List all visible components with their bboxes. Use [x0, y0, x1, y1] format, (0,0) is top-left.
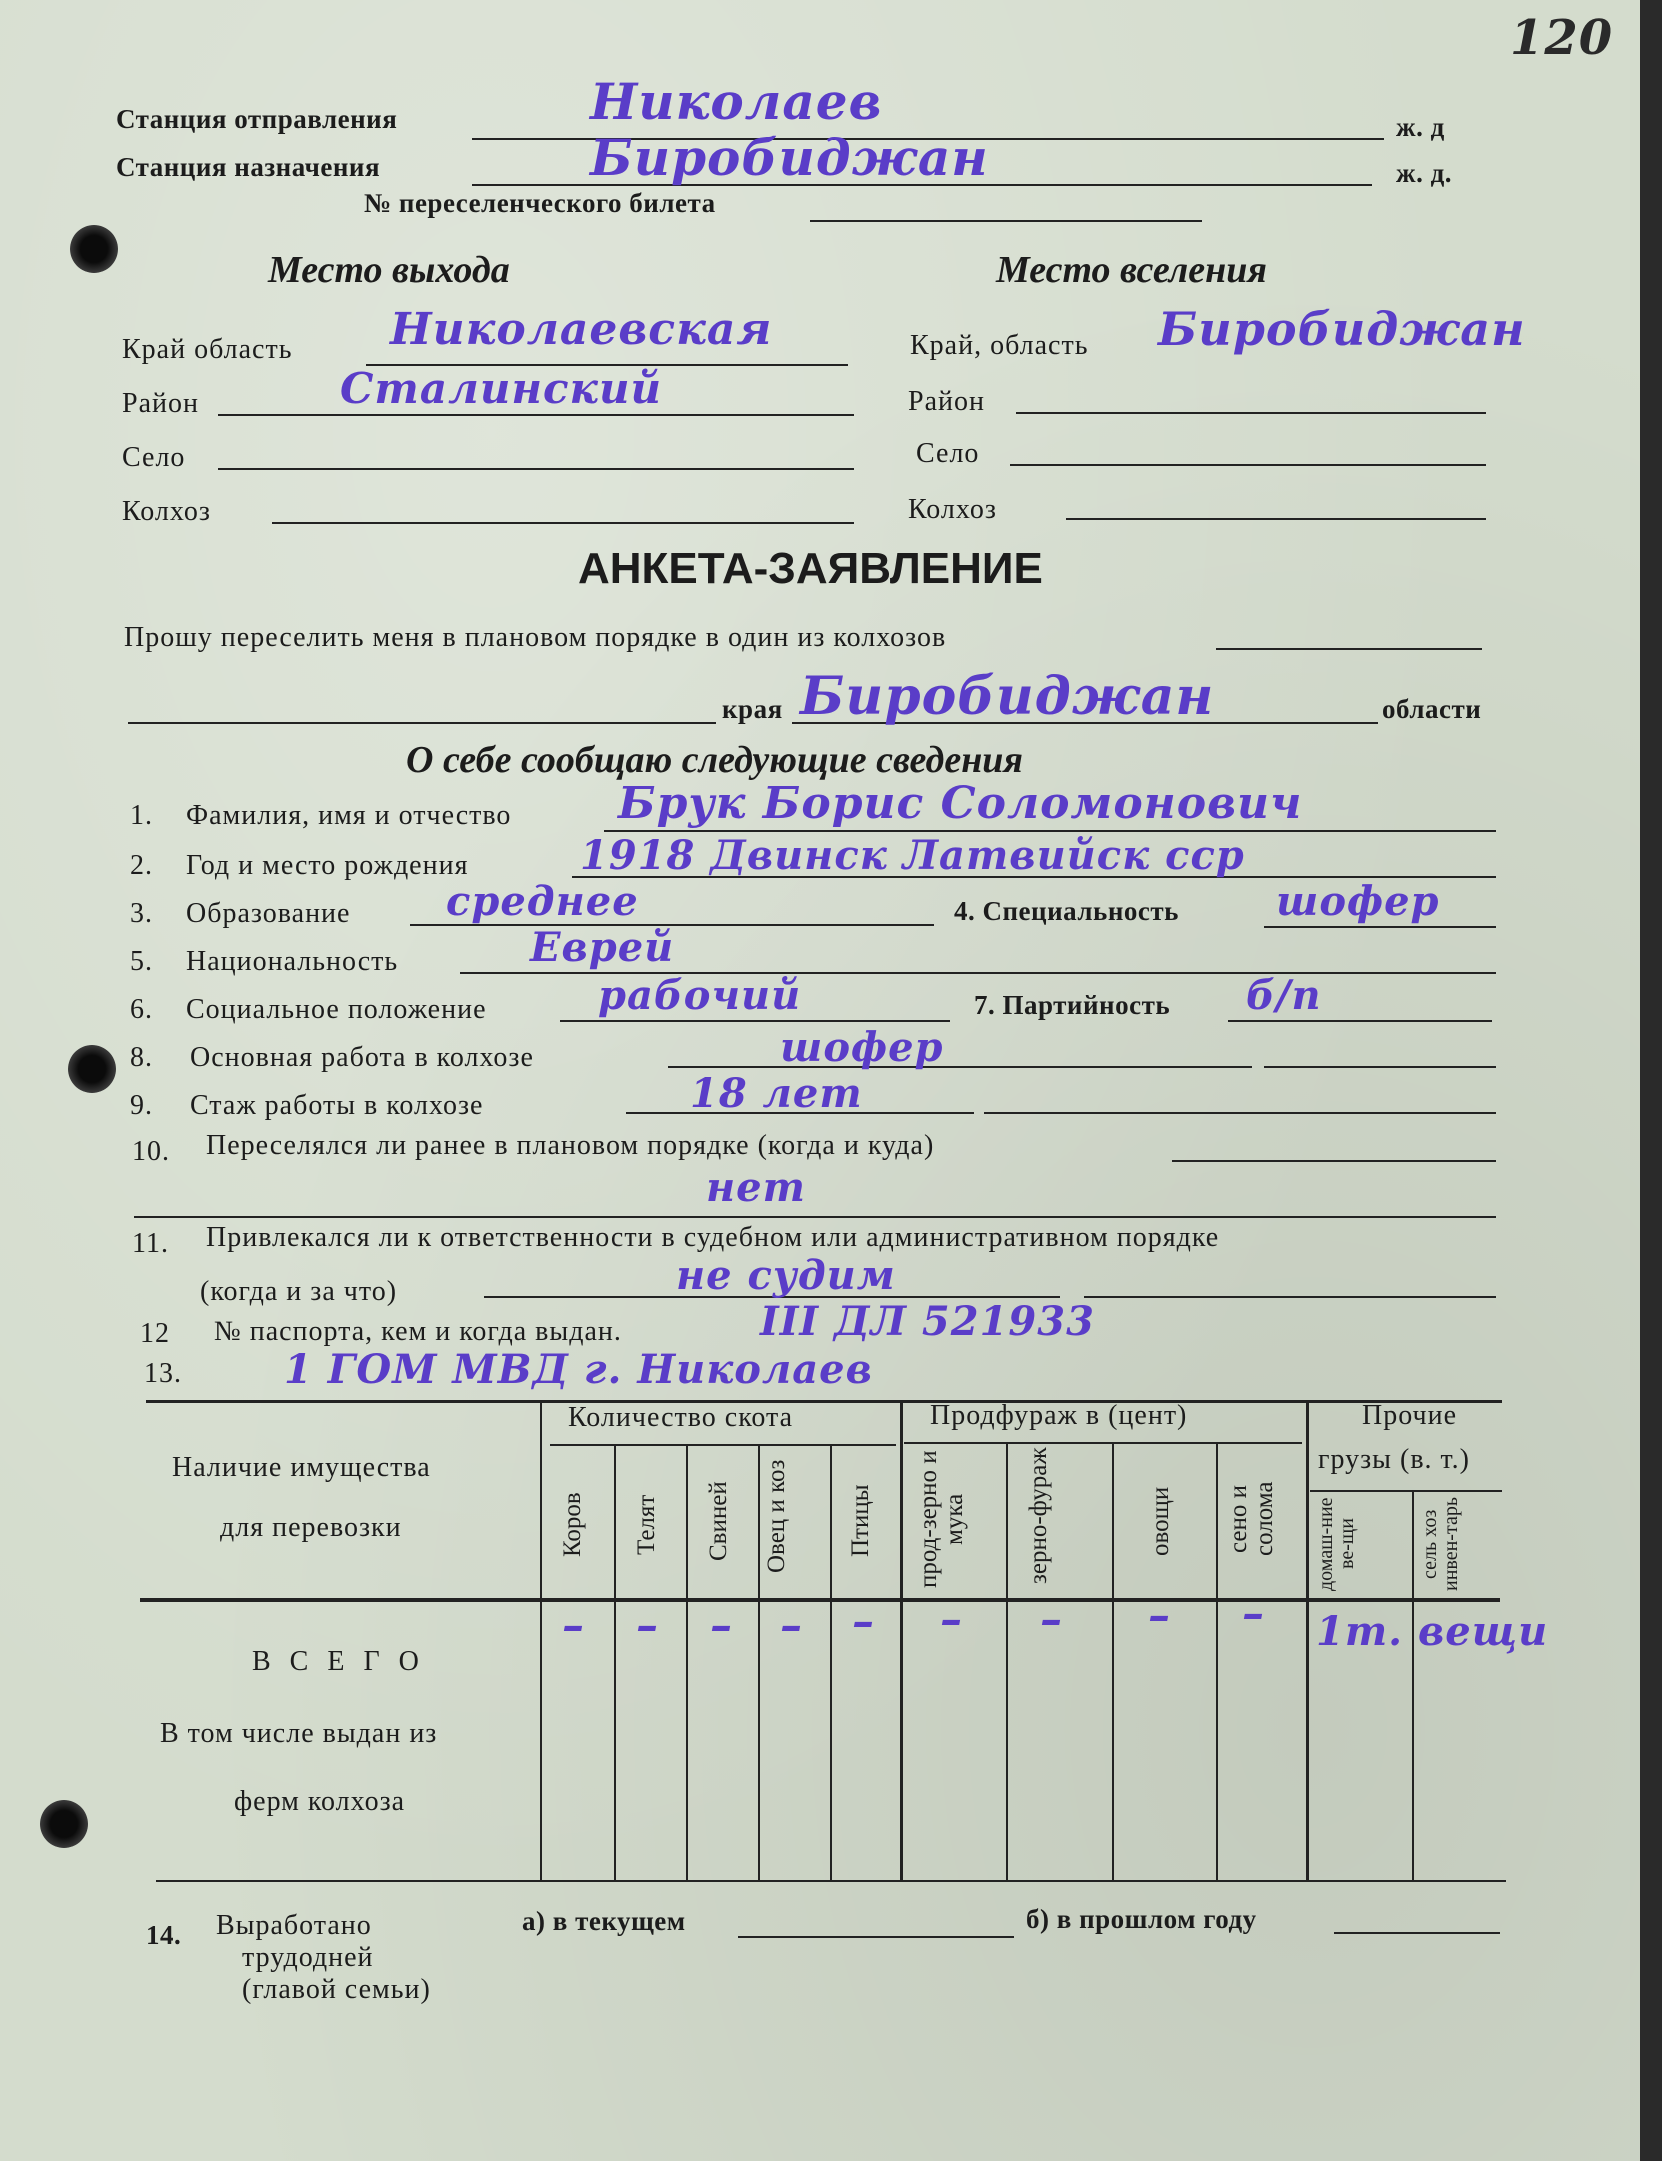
- col-grain: прод-зерно и мука: [915, 1450, 968, 1588]
- page-number: 120: [1510, 10, 1614, 66]
- f3-num: 3.: [130, 898, 153, 929]
- f10-label: Переселялся ли ранее в плановом порядке (когда и куда): [206, 1130, 935, 1161]
- table-group-livestock: Количество скота: [568, 1402, 794, 1433]
- f6-label: Социальное положение: [186, 994, 487, 1025]
- total-fodder: –: [1040, 1594, 1063, 1645]
- table-row-header-2: для перевозки: [220, 1512, 402, 1543]
- rail-suffix-1: ж. д: [1396, 112, 1445, 142]
- f2-label: Год и место рождения: [186, 850, 469, 881]
- f4-value: шофер: [1276, 878, 1440, 925]
- exit-district-label: Район: [122, 388, 199, 419]
- total-veg: –: [1148, 1590, 1171, 1641]
- total-home-value: 1т. вещи: [1316, 1608, 1549, 1655]
- workdays-label-1: Выработано: [216, 1910, 372, 1941]
- exit-district-value: Сталинский: [340, 364, 663, 413]
- exit-region-label: Край область: [122, 334, 293, 365]
- col-birds: Птицы: [847, 1484, 874, 1558]
- settle-region-value: Биробиджан: [1158, 302, 1526, 356]
- workdays-label-3: (главой семьи): [242, 1974, 431, 2005]
- departure-value: Николаев: [590, 72, 883, 131]
- exit-place-heading: Место выхода: [268, 249, 510, 291]
- request-kraya: края: [722, 694, 783, 724]
- f9-label: Стаж работы в колхозе: [190, 1090, 484, 1121]
- ticket-label: № переселенческого билета: [364, 188, 716, 218]
- f5-label: Национальность: [186, 946, 399, 977]
- f3-value: среднее: [446, 878, 639, 925]
- punch-hole-middle: [68, 1045, 116, 1093]
- f11-value: не судим: [676, 1252, 896, 1299]
- form-title: АНКЕТА-ЗАЯВЛЕНИЕ: [578, 544, 1043, 593]
- table-total-label: В С Е Г О: [252, 1646, 425, 1677]
- total-calves: –: [636, 1600, 659, 1651]
- f7-label: 7. Партийность: [974, 990, 1171, 1020]
- f1-value: Брук Борис Соломонович: [618, 778, 1303, 829]
- total-birds: –: [852, 1596, 875, 1647]
- f8-label: Основная работа в колхозе: [190, 1042, 534, 1073]
- f7-value: б/п: [1246, 972, 1322, 1019]
- f8-num: 8.: [130, 1042, 153, 1073]
- f5-value: Еврей: [530, 924, 675, 971]
- rail-suffix-2: ж. д.: [1396, 158, 1452, 188]
- table-group-other-1: Прочие: [1362, 1400, 1457, 1431]
- f12-value: III ДЛ 521933: [760, 1298, 1095, 1345]
- f13-num: 13.: [144, 1358, 182, 1389]
- info-heading: О себе сообщаю следующие сведения: [406, 739, 1023, 781]
- f5-num: 5.: [130, 946, 153, 977]
- table-issued-label-2: ферм колхоза: [234, 1786, 406, 1817]
- table-issued-label-1: В том числе выдан из: [160, 1718, 438, 1749]
- f4-label: 4. Специальность: [954, 896, 1179, 926]
- settle-region-label: Край, область: [910, 330, 1089, 361]
- f8-value: шофер: [780, 1024, 944, 1071]
- total-hay: –: [1242, 1588, 1265, 1639]
- f10-num: 10.: [132, 1136, 170, 1167]
- f6-value: рабочий: [598, 972, 802, 1019]
- f3-label: Образование: [186, 898, 351, 929]
- punch-hole-bottom: [40, 1800, 88, 1848]
- col-fodder: зерно-фураж: [1025, 1447, 1052, 1585]
- table-row-header-1: Наличие имущества: [172, 1452, 431, 1483]
- workdays-previous: б) в прошлом году: [1026, 1904, 1257, 1934]
- exit-region-value: Николаевская: [390, 304, 773, 355]
- request-oblasti: области: [1382, 694, 1482, 724]
- col-sheep: Овец и коз: [763, 1459, 790, 1573]
- workdays-current: а) в текущем: [522, 1906, 686, 1936]
- total-grain: –: [940, 1594, 963, 1645]
- table-top-border: [146, 1400, 1502, 1403]
- request-region-value: Биробиджан: [800, 666, 1215, 727]
- f10-value: нет: [706, 1164, 806, 1211]
- f9-num: 9.: [130, 1090, 153, 1121]
- col-home: домаш-ние ве-щи: [1315, 1497, 1358, 1591]
- col-pigs: Свиней: [705, 1481, 732, 1561]
- total-pigs: –: [710, 1600, 733, 1651]
- f1-label: Фамилия, имя и отчество: [186, 800, 512, 831]
- f6-num: 6.: [130, 994, 153, 1025]
- settle-kolkhoz-label: Колхоз: [908, 494, 997, 525]
- workdays-label-2: трудодней: [242, 1942, 374, 1973]
- page-edge: [1640, 0, 1662, 2161]
- settle-district-label: Район: [908, 386, 985, 417]
- total-sheep: –: [780, 1600, 803, 1651]
- f11-sub: (когда и за что): [200, 1276, 398, 1307]
- destination-value: Биробиджан: [590, 128, 989, 187]
- settle-place-heading: Место вселения: [996, 249, 1267, 291]
- table-group-feed: Продфураж в (цент): [930, 1400, 1188, 1431]
- table-header-border: [140, 1598, 1500, 1602]
- f13-value: 1 ГОМ МВД г. Николаев: [284, 1346, 873, 1393]
- f2-value: 1918 Двинск Латвийск сср: [580, 832, 1245, 879]
- punch-hole-top: [70, 225, 118, 273]
- exit-kolkhoz-label: Колхоз: [122, 496, 211, 527]
- settle-village-label: Село: [916, 438, 980, 469]
- destination-label: Станция назначения: [116, 152, 381, 182]
- f9-value: 18 лет: [690, 1070, 863, 1117]
- workdays-num: 14.: [146, 1920, 182, 1950]
- f12-num: 12: [140, 1318, 170, 1349]
- f1-num: 1.: [130, 800, 153, 831]
- col-calves: Телят: [633, 1494, 660, 1556]
- f2-num: 2.: [130, 850, 153, 881]
- table-group-other-2: грузы (в. т.): [1318, 1444, 1470, 1475]
- request-text: Прошу переселить меня в плановом порядке в один из колхозов: [124, 622, 947, 653]
- col-hay: сено и солома: [1225, 1481, 1278, 1557]
- exit-village-label: Село: [122, 442, 186, 473]
- departure-label: Станция отправления: [116, 104, 398, 134]
- col-cows: Коров: [559, 1492, 586, 1558]
- col-farm: сель хоз инвен-тарь: [1419, 1497, 1462, 1591]
- f11-label: Привлекался ли к ответственности в судебном или административном порядке: [206, 1222, 1220, 1253]
- col-veg: овощи: [1147, 1486, 1174, 1556]
- f12-label: № паспорта, кем и когда выдан.: [214, 1316, 622, 1347]
- f11-num: 11.: [132, 1228, 169, 1259]
- total-cows: –: [562, 1600, 585, 1651]
